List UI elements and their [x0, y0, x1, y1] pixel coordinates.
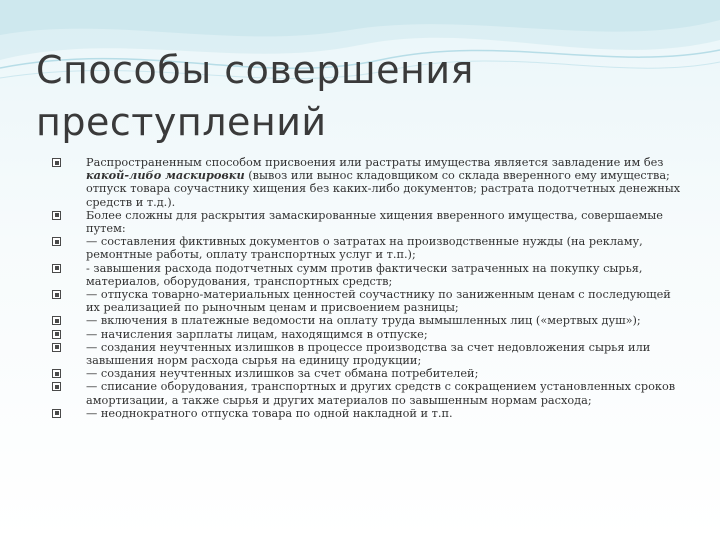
- title-line-2: преступлений: [36, 100, 327, 144]
- list-item: [52, 341, 688, 367]
- list-item-emphasis: какой-либо маскировки: [86, 168, 245, 183]
- list-item-text: - завышения расхода подотчетных сумм против фактически затраченных на покупку сырья, материалов, оборудования, транспортных средств;: [86, 261, 643, 288]
- square-bullet-icon: [52, 330, 61, 339]
- list-item: [52, 262, 688, 288]
- list-item: [52, 367, 688, 380]
- square-bullet-icon: [52, 409, 61, 418]
- list-item: [52, 288, 688, 314]
- list-item-text: — неоднократного отпуска товара по одной накладной и т.п.: [86, 406, 453, 420]
- list-item-text: — создания неучтенных излишков за счет обмана потребителей;: [86, 367, 479, 381]
- list-item: [52, 156, 688, 209]
- list-item: [52, 328, 688, 341]
- list-item-text: — создания неучтенных излишков в процессе производства за счет недовложения сырья или завышения норм расхода сырья на единицу продукции;: [86, 340, 651, 368]
- list-item: [52, 314, 688, 327]
- square-bullet-icon: [52, 290, 61, 299]
- square-bullet-icon: [52, 382, 61, 391]
- bullet-list: [52, 156, 688, 420]
- square-bullet-icon: [52, 343, 61, 352]
- list-item-text-end: (вывоз или вынос кладовщиком со склада вверенного ему имущества; отпуск товара соучастнику хищения без каких-либо документов; растрата подотчетных денежных средств и т.д.).: [86, 169, 681, 209]
- square-bullet-icon: [52, 369, 61, 378]
- list-item-text: — списание оборудования, транспортных и других средств с сокращением установленных сроков амортизации, а также сырья и других материалов по завышенным нормам расхода;: [86, 380, 676, 407]
- list-item: [52, 209, 688, 235]
- square-bullet-icon: [52, 316, 61, 325]
- square-bullet-icon: [52, 158, 61, 167]
- list-item: [52, 380, 688, 406]
- list-item-text-start: Распространенным способом присвоения или растраты имущества является завладение им без: [86, 156, 664, 169]
- list-item: [52, 235, 688, 261]
- list-item-text: Более сложны для раскрытия замаскированные хищения вверенного имущества, совершаемые путем:: [86, 208, 663, 236]
- list-item-text: — начисления зарплаты лицам, находящимся в отпуске;: [86, 327, 428, 341]
- square-bullet-icon: [52, 211, 61, 220]
- square-bullet-icon: [52, 264, 61, 273]
- slide-title: [36, 44, 656, 148]
- list-item-text: — включения в платежные ведомости на оплату труда вымышленных лиц («мертвых душ»);: [86, 314, 641, 328]
- list-item: [52, 407, 688, 420]
- title-line-1: Способы совершения: [36, 48, 474, 92]
- square-bullet-icon: [52, 237, 61, 246]
- list-item-text: — составления фиктивных документов о затратах на производственные нужды (на рекламу, ремонтные работы, оплату транспортных услуг и т.п.);: [86, 235, 643, 262]
- list-item-text: — отпуска товарно-материальных ценностей соучастнику по заниженным ценам с последующей их реализацией по рыночным ценам и присвоением разницы;: [86, 288, 671, 315]
